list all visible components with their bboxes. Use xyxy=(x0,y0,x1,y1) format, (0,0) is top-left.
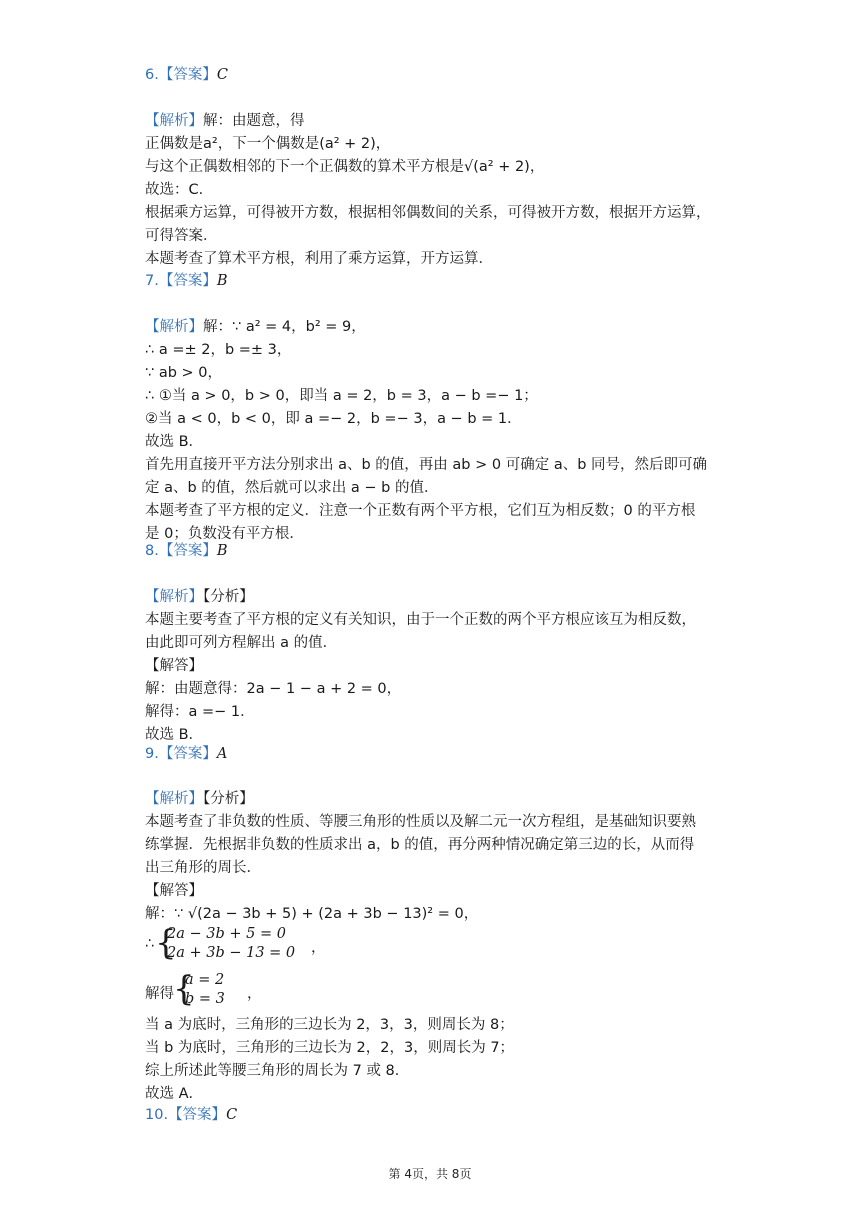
q9-line: 综上所述此等腰三角形的周长为 7 或 8． xyxy=(145,1063,410,1079)
system2-eq2: b = 3 xyxy=(185,991,225,1007)
page-footer: 第 4页，共 8页 xyxy=(388,1167,472,1181)
q9-answer-tag: 【答案】 xyxy=(158,746,217,762)
q8-line: 故选 B． xyxy=(145,727,204,743)
q9-line: 当 b 为底时，三角形的三边长为 2，2，3，则周长为 7； xyxy=(145,1040,515,1056)
q7-answer-letter: B xyxy=(216,273,228,289)
q9-fenxi-tag: 【分析】 xyxy=(203,791,254,807)
q9-line: 出三角形的周长． xyxy=(145,860,261,876)
q8-analysis-tag: 【解析】 xyxy=(145,589,203,605)
q8-analysis-line xyxy=(145,586,254,608)
q6-number: 6. xyxy=(145,67,159,83)
q7-line: 首先用直接开平方法分别求出 a、b 的值，再由 ab > 0 可确定 a、b 同号，然后即可确 xyxy=(145,457,708,473)
q8-answer-letter: B xyxy=(216,543,228,559)
q8-number: 8. xyxy=(145,543,159,559)
q7-line: 本题考查了平方根的定义．注意一个正数有两个平方根，它们互为相反数；0 的平方根 xyxy=(145,503,696,519)
q6-line: 可得答案． xyxy=(145,228,218,244)
solve-label: 解得 xyxy=(145,986,174,1002)
q7-line: ∴ ①当 a > 0，b > 0，即当 a = 2，b = 3，a − b =− 1； xyxy=(145,388,538,404)
system1-eq2: 2a + 3b − 13 = 0 xyxy=(167,945,296,961)
q6-line: 正偶数是a²，下一个偶数是(a² + 2)， xyxy=(145,136,391,152)
q7-analysis-line xyxy=(145,316,366,338)
q6-line: 根据乘方运算，可得被开方数，根据相邻偶数间的关系，可得被开方数，根据开方运算， xyxy=(145,205,711,221)
brace-icon: { xyxy=(155,923,177,963)
system2-suffix: ， xyxy=(247,986,262,1002)
q6-line: 解：由题意，得 xyxy=(203,113,305,129)
q9-line: 练掌握．先根据非负数的性质求出 a，b 的值，再分两种情况确定第三边的长，从而得 xyxy=(145,837,695,853)
q9-answer-line xyxy=(145,743,227,765)
q9-number: 9. xyxy=(145,746,159,762)
q6-answer-tag: 【答案】 xyxy=(158,67,217,83)
q7-line: ∴ a =± 2，b =± 3， xyxy=(145,342,292,358)
q6-answer-line xyxy=(145,64,228,86)
q8-answer-tag: 【答案】 xyxy=(158,543,217,559)
q9-analysis-line xyxy=(145,788,254,810)
q8-line: 解得：a =− 1． xyxy=(145,704,255,720)
therefore-sign: ∴ xyxy=(145,936,155,952)
q7-line: ②当 a < 0，b < 0，即 a =− 2，b =− 3，a − b = 1． xyxy=(145,411,522,427)
q10-answer-tag: 【答案】 xyxy=(168,1107,227,1123)
q6-analysis-tag: 【解析】 xyxy=(145,113,203,129)
q10-answer-letter: C xyxy=(226,1107,238,1123)
q8-line: 【解答】 xyxy=(145,658,203,674)
q8-line: 本题主要考查了平方根的定义有关知识，由于一个正数的两个平方根应该互为相反数， xyxy=(145,612,696,628)
q6-line: 故选：C． xyxy=(145,182,214,198)
q9-line: 本题考查了非负数的性质、等腰三角形的性质以及解二元一次方程组，是基础知识要熟 xyxy=(145,814,696,830)
q9-line: 当 a 为底时，三角形的三边长为 2，3，3，则周长为 8； xyxy=(145,1017,514,1033)
q9-equation-system-1 xyxy=(145,923,445,966)
q8-fenxi-tag: 【分析】 xyxy=(203,589,254,605)
q6-answer-letter: C xyxy=(216,67,228,83)
q7-line: ∵ ab > 0， xyxy=(145,365,223,381)
q7-line: 故选 B． xyxy=(145,434,204,450)
q10-number: 10. xyxy=(145,1107,169,1123)
system1-eq1: 2a − 3b + 5 = 0 xyxy=(167,926,286,942)
q9-analysis-tag: 【解析】 xyxy=(145,791,203,807)
q8-line: 由此即可列方程解出 a 的值． xyxy=(145,635,338,651)
q9-answer-letter: A xyxy=(216,746,228,762)
q8-answer-line xyxy=(145,540,228,562)
q9-line: 故选 A． xyxy=(145,1086,204,1102)
q7-line: 解：∵ a² = 4，b² = 9， xyxy=(203,319,366,335)
system1-suffix: ， xyxy=(311,940,326,956)
q7-number: 7. xyxy=(145,273,159,289)
q9-equation-system-2 xyxy=(145,969,445,1012)
q8-line: 解：由题意得：2a − 1 − a + 2 = 0， xyxy=(145,681,402,697)
q7-answer-line xyxy=(145,270,228,292)
q9-line: 【解答】 xyxy=(145,883,203,899)
q7-analysis-tag: 【解析】 xyxy=(145,319,203,335)
system2-eq1: a = 2 xyxy=(185,972,225,988)
q6-analysis-line xyxy=(145,110,305,132)
q10-answer-line xyxy=(145,1104,237,1126)
q6-line: 本题考查了算术平方根，利用了乘方运算，开方运算． xyxy=(145,251,493,267)
q7-answer-tag: 【答案】 xyxy=(158,273,217,289)
q7-line: 是 0；负数没有平方根． xyxy=(145,526,304,542)
brace-icon: { xyxy=(173,969,195,1009)
q9-line: 解：∵ √(2a − 3b + 5) + (2a + 3b − 13)² = 0， xyxy=(145,906,479,922)
q7-line: 定 a、b 的值，然后就可以求出 a − b 的值． xyxy=(145,480,439,496)
q6-line: 与这个正偶数相邻的下一个正偶数的算术平方根是√(a² + 2)， xyxy=(145,159,545,175)
